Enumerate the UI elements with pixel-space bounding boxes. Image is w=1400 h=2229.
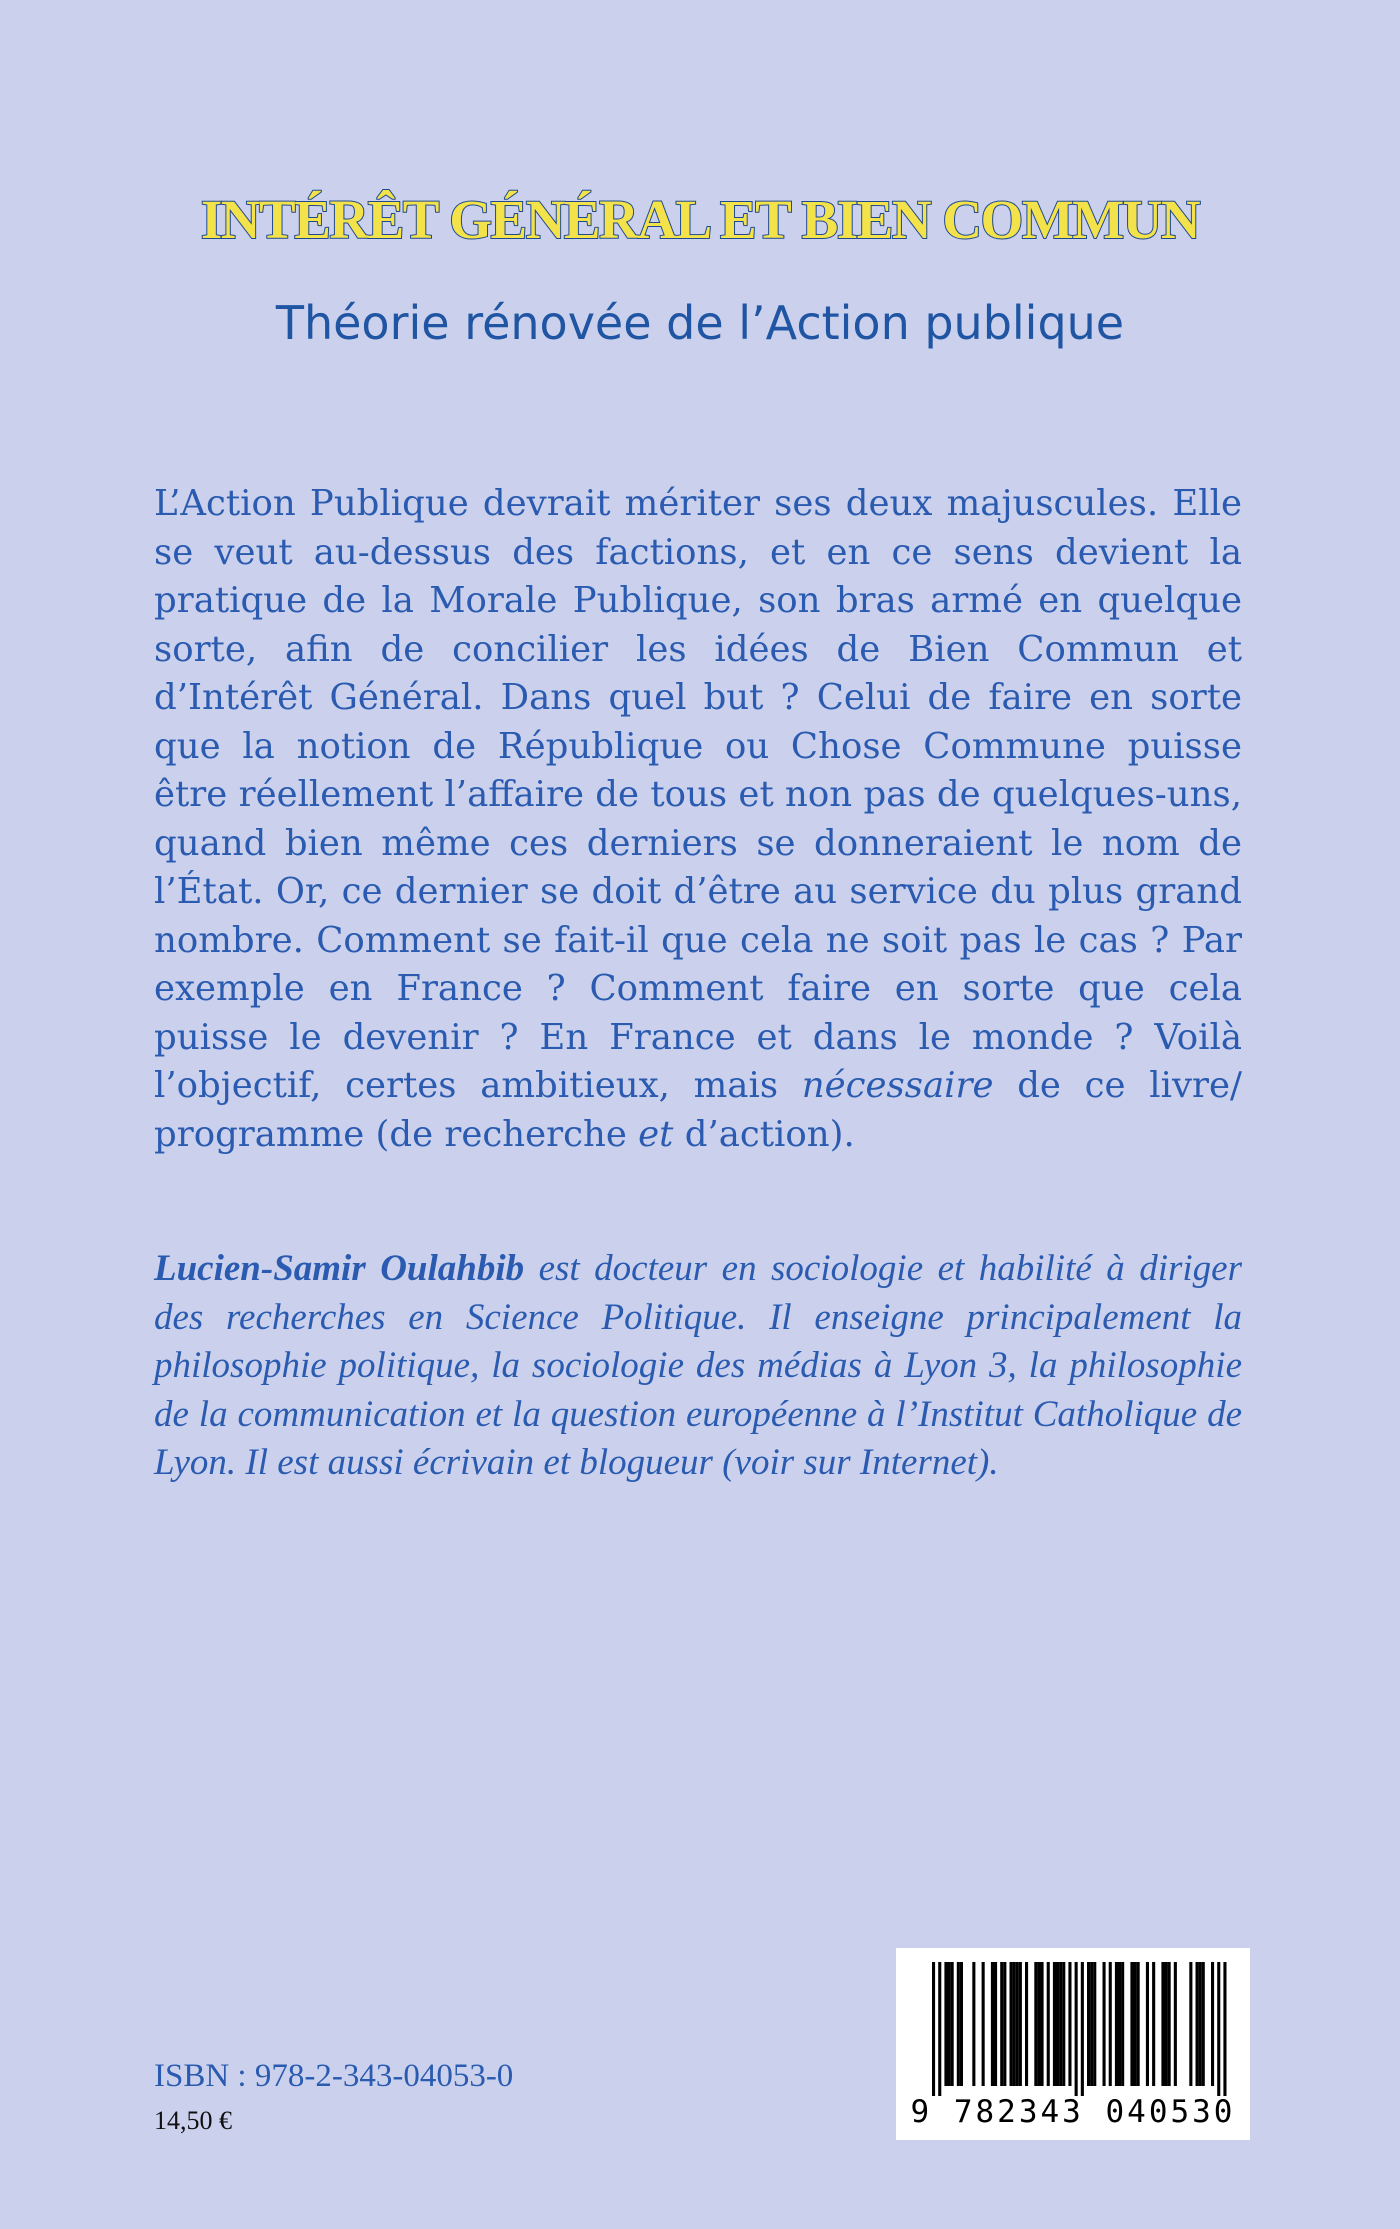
barcode-bar [1189,1962,1192,2086]
barcode-bar [1103,1962,1106,2086]
blurb-text-3: d’action). [673,1113,855,1155]
barcode-bar [1202,1962,1205,2086]
barcode-bar [1090,1962,1093,2086]
barcode-bar [938,1962,941,2096]
author-bio [154,1245,1242,1488]
book-subtitle: Théorie rénovée de l’Action publique [275,296,1125,350]
barcode-bar [1081,1962,1084,2096]
barcode-bar [1121,1962,1124,2086]
blurb-emphasis-2: et [638,1113,674,1155]
barcode-bar [1047,1962,1050,2086]
barcode-digits: 9 782343 040530 [910,2094,1236,2130]
barcode-bar [1013,1962,1016,2086]
book-title: INTÉRÊT GÉNÉRAL ET BIEN COMMUN [200,189,1200,250]
author-bio-text: est docteur en sociologie et habilité à diriger des recherches en Science Politique. Il enseigne principalement la philosophie politique, la sociologie des médias à Lyon 3, la philosophie de la communication et la question européenne à l’Institut Catholique de Lyon. Il est aussi écrivain et blogueur (voir sur Internet). [154,1248,1242,1483]
barcode-bar [1174,1962,1177,2086]
barcode-bar [1062,1962,1065,2086]
barcode-bar [1000,1962,1003,2086]
barcode-bar [1075,1962,1078,2096]
barcode-bar [1093,1962,1096,2086]
barcode-bar [1130,1962,1133,2086]
barcode-bar [1041,1962,1044,2086]
barcode [896,1948,1250,2140]
barcode-bar [1211,1962,1214,2086]
price-label: 14,50 € [154,2106,232,2135]
barcode-bar [948,1962,951,2086]
barcode-bar [951,1962,954,2086]
barcode-bar [932,1962,935,2096]
barcode-bar [957,1962,960,2086]
barcode-bar [1152,1962,1155,2086]
barcode-bar [1118,1962,1121,2086]
author-name: Lucien-Samir Oulahbib [154,1248,525,1289]
barcode-bar [1196,1962,1199,2086]
book-blurb [154,480,1242,1159]
isbn-label: ISBN : 978-2-343-04053-0 [154,2058,514,2094]
barcode-bar [994,1962,997,2086]
barcode-bar [1087,1962,1090,2086]
barcode-bar [1146,1962,1149,2086]
barcode-bar [1019,1962,1022,2086]
barcode-bar [1137,1962,1140,2086]
blurb-text-2: de ce livre/ programme (de recherche [154,1065,1242,1155]
barcode-bar [1059,1962,1062,2086]
barcode-bar [960,1962,963,2086]
barcode-bar [972,1962,975,2086]
barcode-bar [1109,1962,1112,2086]
barcode-bar [1025,1962,1028,2086]
barcode-bar [1165,1962,1168,2086]
barcode-bar [1223,1962,1226,2096]
barcode-bar [1115,1962,1118,2086]
barcode-bar [1134,1962,1137,2086]
barcode-bar [1003,1962,1006,2086]
barcode-bar [1217,1962,1220,2096]
barcode-bar [982,1962,985,2086]
blurb-text-1: L’Action Publique devrait mériter ses deux majuscules. Elle se veut au-dessus des factions, et en ce sens devient la pratique de la Morale Publique, son bras armé en quelque sorte, afin de concilier les idées de Bien Commun et d’Intérêt Général. Dans quel but ? Celui de faire en sorte que la notion de République ou Chose Commune puisse être réellement l’affaire de tous et non pas de quelques-uns, quand bien même ces derniers se donneraient le nom de l’État. Or, ce dernier se doit d’être au service du plus grand nombre. Comment se fait-il que cela ne soit pas le cas ? Par exemple en France ? Comment faire en sorte que cela puisse le devenir ? En France et dans le monde ? Voilà l’objectif, certes ambitieux, mais [154,483,1242,1106]
blurb-emphasis-1: nécessaire [801,1065,994,1106]
barcode-bar [1053,1962,1056,2086]
barcode-bar [1037,1962,1040,2086]
barcode-bar [1168,1962,1171,2086]
barcode-bar [1010,1962,1013,2086]
barcode-bars [896,1948,1250,2098]
barcode-bar [1161,1962,1164,2086]
barcode-bar [1056,1962,1059,2086]
barcode-bar [991,1962,994,2086]
barcode-bar [1068,1962,1071,2086]
barcode-bar [1016,1962,1019,2086]
barcode-bar [1034,1962,1037,2086]
barcode-bar [944,1962,947,2086]
barcode-bar [1199,1962,1202,2086]
